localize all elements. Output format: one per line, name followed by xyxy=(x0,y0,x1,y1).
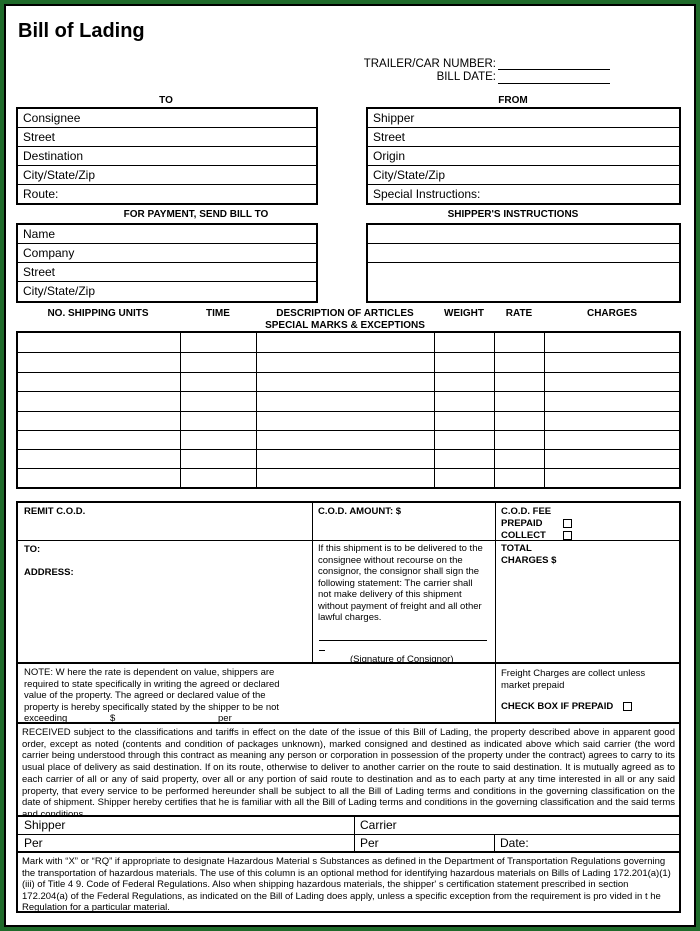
total-charges-label: CHARGES $ xyxy=(501,555,557,566)
declared-per-field[interactable] xyxy=(236,722,294,723)
table-row[interactable] xyxy=(18,372,679,373)
prepaid-checkbox[interactable] xyxy=(563,519,572,528)
col-header-description: DESCRIPTION OF ARTICLES xyxy=(276,308,414,319)
exceeding-label: exceeding xyxy=(24,713,68,724)
shipper-instructions-line[interactable] xyxy=(368,263,679,282)
col-header-shipping-units: NO. SHIPPING UNITS xyxy=(47,308,149,319)
date-field[interactable]: Date: xyxy=(500,836,529,850)
signature-mark xyxy=(319,650,325,651)
col-header-time: TIME xyxy=(206,308,230,319)
from-city-state-zip[interactable]: City/State/Zip xyxy=(368,166,679,185)
col-header-special-marks: SPECIAL MARKS & EXCEPTIONS xyxy=(265,320,425,331)
to-box xyxy=(16,107,318,205)
collect-option[interactable] xyxy=(501,530,572,542)
to-heading: TO xyxy=(159,95,173,106)
from-heading: FROM xyxy=(498,95,528,106)
collect-checkbox[interactable] xyxy=(563,531,572,540)
per-label: per xyxy=(218,713,232,724)
cod-address-label: ADDRESS: xyxy=(24,567,74,578)
table-row[interactable] xyxy=(18,430,679,431)
payment-city-state-zip[interactable]: City/State/Zip xyxy=(23,284,96,298)
shipping-items-table[interactable] xyxy=(16,331,681,489)
trailer-label: TRAILER/CAR NUMBER: xyxy=(363,58,496,70)
to-city-state-zip[interactable]: City/State/Zip xyxy=(18,166,316,185)
divider xyxy=(354,817,355,851)
divider xyxy=(494,834,495,851)
from-box xyxy=(366,107,681,205)
shipper-per-field[interactable]: Per xyxy=(24,836,43,850)
shipper-instructions-box[interactable] xyxy=(366,223,681,303)
to-destination[interactable]: Destination xyxy=(18,147,316,166)
col-divider xyxy=(544,333,545,487)
col-divider xyxy=(180,333,181,487)
remit-cod-label: REMIT C.O.D. xyxy=(24,506,86,517)
from-street[interactable]: Street xyxy=(368,128,679,147)
trailer-number-field[interactable] xyxy=(498,69,610,70)
check-if-prepaid-label: CHECK BOX IF PREPAID xyxy=(501,701,614,712)
page-title: Bill of Lading xyxy=(18,20,145,42)
divider xyxy=(312,503,313,662)
col-header-rate: RATE xyxy=(505,308,533,319)
table-row[interactable] xyxy=(18,411,679,412)
col-divider xyxy=(434,333,435,487)
total-label: TOTAL xyxy=(501,543,532,554)
divider xyxy=(495,664,496,722)
payment-name[interactable]: Name xyxy=(18,225,316,244)
hazmat-notice: Mark with “X” or “RQ” if appropriate to designate Hazardous Material s Substances as defined in the Department of Transportation Regulations governing the transportation of hazardous materials. The use of this column is an optional method for identifying hazardous materials on Bills of Lading 172.201(a)(1) (iii) of Title 4 9. Code of Federal Regulations. Also when shipping hazardous materials, the shipper' s certification statement prescribed in section 172.204(a) of the Federal Regulations, as indicated on the Bill of Lading does apply, unless a specific exception from the requirement is pro vided in t he Regulation for a particular material. xyxy=(16,853,681,913)
cod-to-label: TO: xyxy=(24,544,41,555)
from-shipper[interactable]: Shipper xyxy=(368,109,679,128)
divider xyxy=(18,540,679,541)
payment-company[interactable]: Company xyxy=(18,244,316,263)
cod-section xyxy=(16,501,681,664)
signature-caption: (Signature of Consignor) xyxy=(350,654,454,665)
shipper-instructions-line[interactable] xyxy=(368,244,679,263)
table-row[interactable] xyxy=(18,391,679,392)
payment-heading: FOR PAYMENT, SEND BILL TO xyxy=(123,209,269,220)
signature-section xyxy=(16,817,681,853)
declared-value-note xyxy=(16,664,681,724)
declared-value-field[interactable] xyxy=(118,722,214,723)
payment-street[interactable]: Street xyxy=(18,263,316,282)
prepaid-check-box[interactable] xyxy=(623,702,632,711)
divider xyxy=(18,834,679,835)
shipper-instructions-heading: SHIPPER'S INSTRUCTIONS xyxy=(447,209,579,220)
check-if-prepaid[interactable] xyxy=(501,701,632,713)
to-street[interactable]: Street xyxy=(18,128,316,147)
prepaid-label: PREPAID xyxy=(501,518,543,529)
collect-label: COLLECT xyxy=(501,530,546,541)
shipper-signature-field[interactable]: Shipper xyxy=(24,818,66,832)
table-row[interactable] xyxy=(18,352,679,353)
col-divider xyxy=(256,333,257,487)
consignor-signature-line[interactable] xyxy=(319,640,487,641)
bill-date-field[interactable] xyxy=(498,83,610,84)
prepaid-option[interactable] xyxy=(501,518,572,530)
note-text: NOTE: W here the rate is dependent on value, shippers are required to state specifically in writing the agreed or declared value of the property. The agreed or declared value of the property is hereby specifically stated by the shipper to be not xyxy=(24,667,280,713)
table-row[interactable] xyxy=(18,449,679,450)
col-header-charges: CHARGES xyxy=(586,308,637,319)
to-route[interactable]: Route: xyxy=(23,187,59,201)
from-origin[interactable]: Origin xyxy=(368,147,679,166)
divider xyxy=(495,503,496,662)
payment-box xyxy=(16,223,318,303)
carrier-signature-field[interactable]: Carrier xyxy=(360,818,397,832)
bill-date-label: BILL DATE: xyxy=(436,71,496,83)
consignor-statement: If this shipment is to be delivered to the consignee without recourse on the consignor, the consignor shall sign the following statement: The carrier shall not make delivery of this shipment without payment of freight and all other lawful charges. xyxy=(318,543,483,623)
col-divider xyxy=(494,333,495,487)
cod-fee-label: C.O.D. FEE xyxy=(501,506,552,517)
cod-amount-label: C.O.D. AMOUNT: $ xyxy=(318,506,402,517)
received-terms: RECEIVED subject to the classifications and tariffs in effect on the date of the issue of this Bill of Lading, the property described above in apparent good order, except as noted (contents and condition of packages unknown), marked consigned and destined as indicated above which said carrier (the word carrier being understood through this contract as meaning any person or corporation in possession of the property under the contract) agrees to carry to its usual place of delivery as said destination. If on its route, otherwise to deliver to another carrier on the route to said destination. It is mutually agreed as to each carrier of all or any of said property, over all or any portion of said route to destination and as to each party at any time interested in all or any said property, that every service to be performed hereunder shall be subject to all the Bill of Lading terms and conditions in the governing classification on the date of shipment. Shipper hereby certifies that he is familiar with all the Bill of Lading terms and conditions in the governing classification and the said terms and conditions. xyxy=(16,724,681,817)
col-header-weight: WEIGHT xyxy=(444,308,484,319)
carrier-per-field[interactable]: Per xyxy=(360,836,379,850)
freight-charges-note: Freight Charges are collect unless market prepaid xyxy=(501,668,646,691)
shipper-instructions-line[interactable] xyxy=(368,225,679,244)
from-special-instructions[interactable]: Special Instructions: xyxy=(373,187,481,201)
to-consignee[interactable]: Consignee xyxy=(18,109,316,128)
dollar-sign: $ xyxy=(110,713,116,724)
table-row[interactable] xyxy=(18,468,679,469)
